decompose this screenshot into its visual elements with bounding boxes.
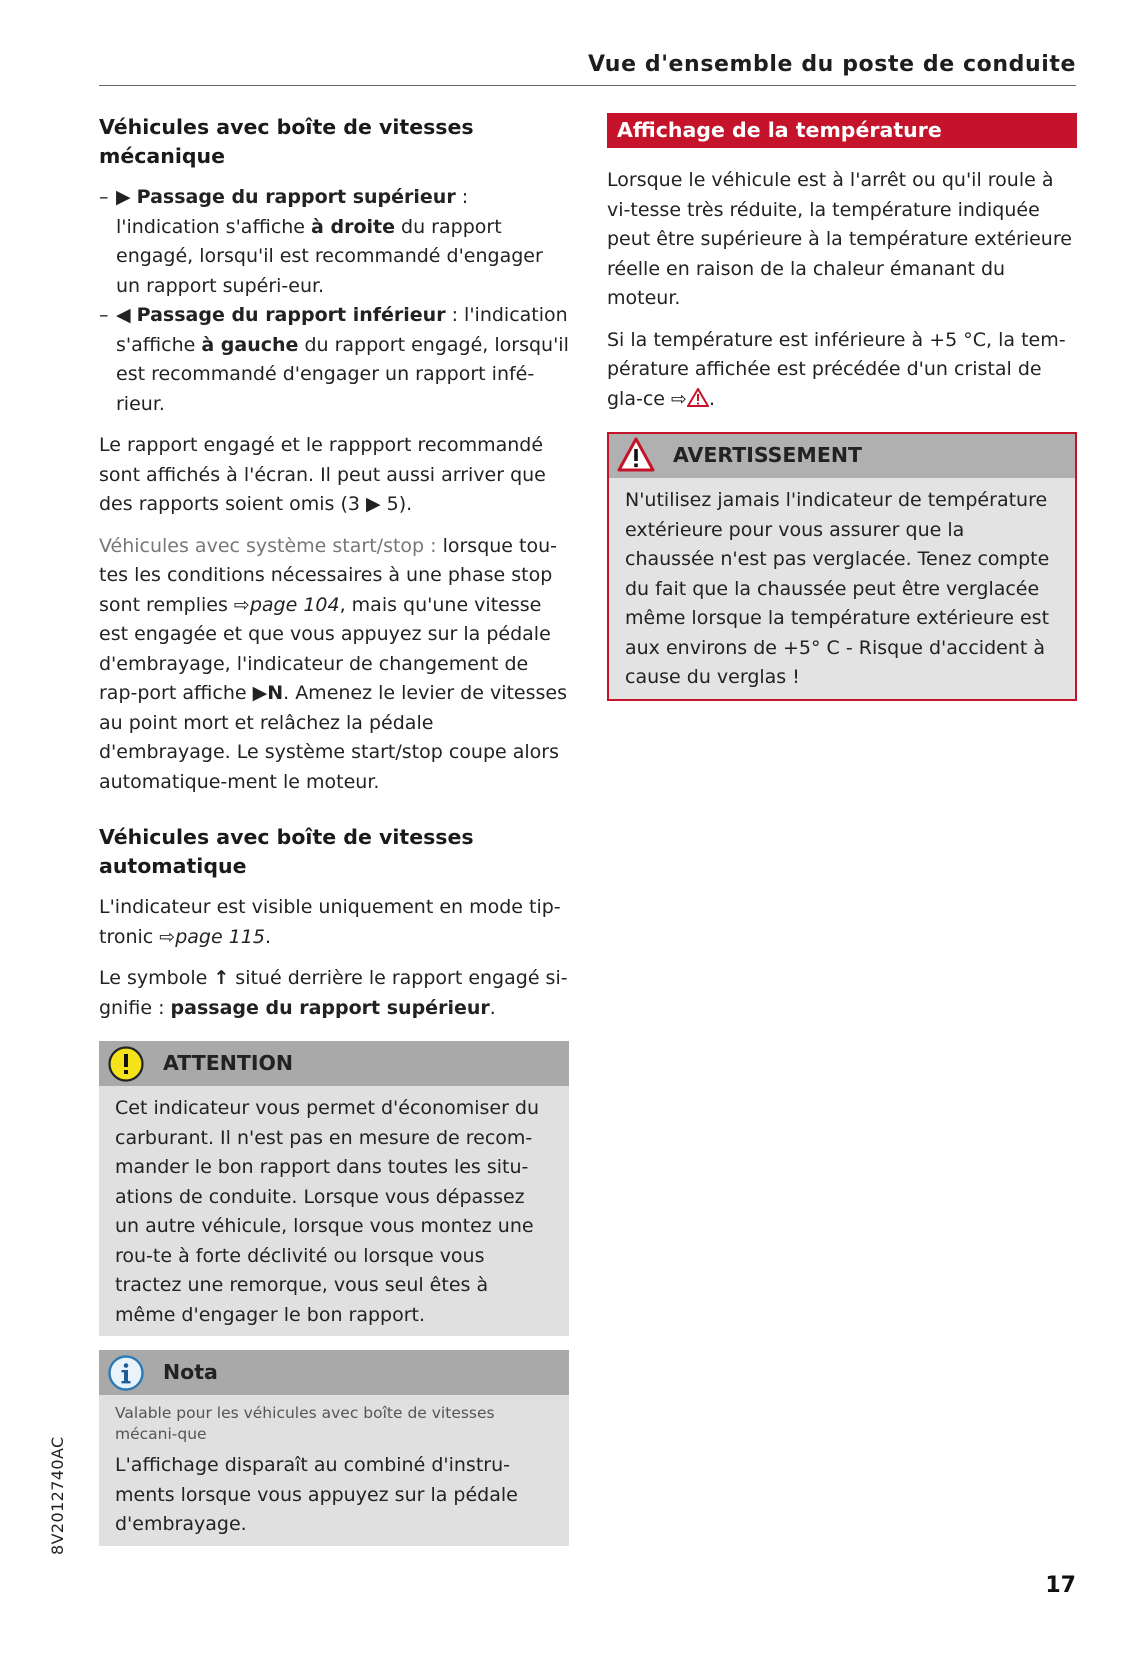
left-column — [99, 113, 569, 1560]
list-item-text: : l'indication s'affiche — [116, 304, 568, 356]
up-arrow-icon: ↑ — [213, 967, 230, 989]
neutral-indicator: ▶N — [252, 682, 284, 704]
text: lorsque tou-tes les conditions nécessaires à une phase stop sont remplies — [99, 534, 558, 616]
gear-indicator-list — [99, 183, 569, 419]
attention-title: ATTENTION — [163, 1050, 294, 1075]
ref-arrow-icon: ⇨ — [671, 387, 687, 410]
list-dash: – — [99, 304, 109, 326]
text: Le symbole — [99, 967, 214, 989]
warning-title: AVERTISSEMENT — [673, 443, 862, 468]
ref-arrow-icon: ⇨ — [159, 925, 176, 948]
list-dash: – — [99, 186, 109, 208]
list-item-bold: Passage du rapport supérieur — [136, 186, 456, 208]
paragraph-symbole — [99, 964, 569, 1023]
downshift-arrow-icon: ◀ — [116, 304, 131, 326]
page-reference-link[interactable]: page 115 — [175, 925, 265, 948]
nota-body — [99, 1395, 569, 1546]
heading-mecanique: Véhicules avec boîte de vitesses mécanique — [99, 115, 474, 168]
paragraph-start-stop — [99, 532, 569, 798]
warning-box — [607, 432, 1077, 701]
list-item-text: du rapport engagé, lorsqu'il est recommandé d'engager un rapport infé-rieur. — [116, 333, 569, 415]
warning-triangle-icon — [617, 437, 655, 475]
attention-box — [99, 1041, 569, 1336]
upshift-arrow-icon: ▶ — [116, 186, 131, 208]
info-icon — [107, 1354, 145, 1392]
list-item-emph: à droite — [311, 215, 395, 238]
text: , mais qu'une vitesse est engagée et que vous appuyez sur la pédale d'embrayage, l'indicateur de changement de rap-port affiche — [99, 593, 551, 704]
list-item-text: : l'indication s'affiche — [116, 186, 469, 238]
attention-body: Cet indicateur vous permet d'économiser du carburant. Il n'est pas en mesure de recom-mander le bon rapport dans toutes les situ-ations de conduite. Lorsque vous dépassez un autre véhicule, lorsque vous montez une rou-te à forte déclivité ou lorsque vous tractez une remorque, vous seul êtes à même d'engager le bon rapport. — [115, 1097, 540, 1326]
attention-header — [99, 1041, 569, 1086]
text: . — [708, 387, 715, 410]
warning-header — [609, 434, 1075, 478]
attention-icon — [107, 1045, 145, 1083]
text: situé derrière le rapport engagé si-gnifie : — [99, 967, 568, 1019]
text-bold: passage du rapport supérieur — [170, 996, 490, 1019]
nota-text: L'affichage disparaît au combiné d'instru-ments lorsque vous appuyez sur la pédale d'embrayage. — [115, 1454, 518, 1535]
text: Si la température est inférieure à +5 °C, la tem-pérature affichée est précédée d'un cristal de gla-ce — [607, 328, 1066, 410]
list-item — [99, 183, 569, 301]
text: L'indicateur est visible uniquement en mode tip-tronic — [99, 896, 561, 948]
ref-arrow-icon: ⇨ — [233, 593, 250, 616]
warning-triangle-link-icon[interactable] — [687, 387, 709, 417]
nota-header — [99, 1350, 569, 1395]
header-rule — [99, 85, 1076, 86]
section-title-temperature: Affichage de la température extérieure — [607, 113, 1077, 148]
nota-subtitle: Valable pour les véhicules avec boîte de vitesses mécani-que — [115, 1404, 495, 1443]
nota-title: Nota — [163, 1359, 218, 1384]
warning-body: N'utilisez jamais l'indicateur de température extérieure pour vous assurer que la chaussée n'est pas verglacée. Tenez compte du fait que la chaussée peut être verglacée même lorsque la température extérieure est aux environs de +5° C - Risque d'accident à cause du verglas ! — [625, 489, 1050, 688]
list-item — [99, 301, 569, 419]
start-stop-label: Véhicules avec système start/stop : — [99, 534, 437, 557]
paragraph-temp-2 — [607, 326, 1077, 417]
paragraph-temp-1: Lorsque le véhicule est à l'arrêt ou qu'il roule à vi-tesse très réduite, la température indiquée peut être supérieure à la température extérieure réelle en raison de la chaleur émanant du moteur. — [607, 169, 1072, 309]
list-item-text: du rapport engagé, lorsqu'il est recommandé d'engager un rapport supéri-eur. — [116, 215, 543, 297]
nota-box — [99, 1350, 569, 1546]
list-item-emph: à gauche — [201, 333, 299, 356]
document-code: 8V2012740AC — [48, 1436, 67, 1555]
paragraph-rapport: Le rapport engagé et le rappport recommandé sont affichés à l'écran. Il peut aussi arriver que des rapports soient omis (3 ▶ 5). — [99, 434, 546, 515]
text: . Amenez le levier de vitesses au point mort et relâchez la pédale d'embrayage. Le système start/stop coupe alors automatique-ment le moteur. — [99, 682, 568, 793]
page-number: 17 — [1045, 1573, 1076, 1598]
text: . — [489, 996, 496, 1019]
right-column — [607, 113, 1077, 701]
list-item-bold: Passage du rapport inférieur — [136, 304, 446, 326]
page-header-title: Vue d'ensemble du poste de conduite — [587, 52, 1076, 77]
page-reference-link[interactable]: page 104 — [249, 593, 340, 616]
heading-automatique: Véhicules avec boîte de vitesses automatique — [99, 825, 474, 878]
paragraph-tiptronic — [99, 893, 569, 952]
text: . — [264, 925, 272, 948]
